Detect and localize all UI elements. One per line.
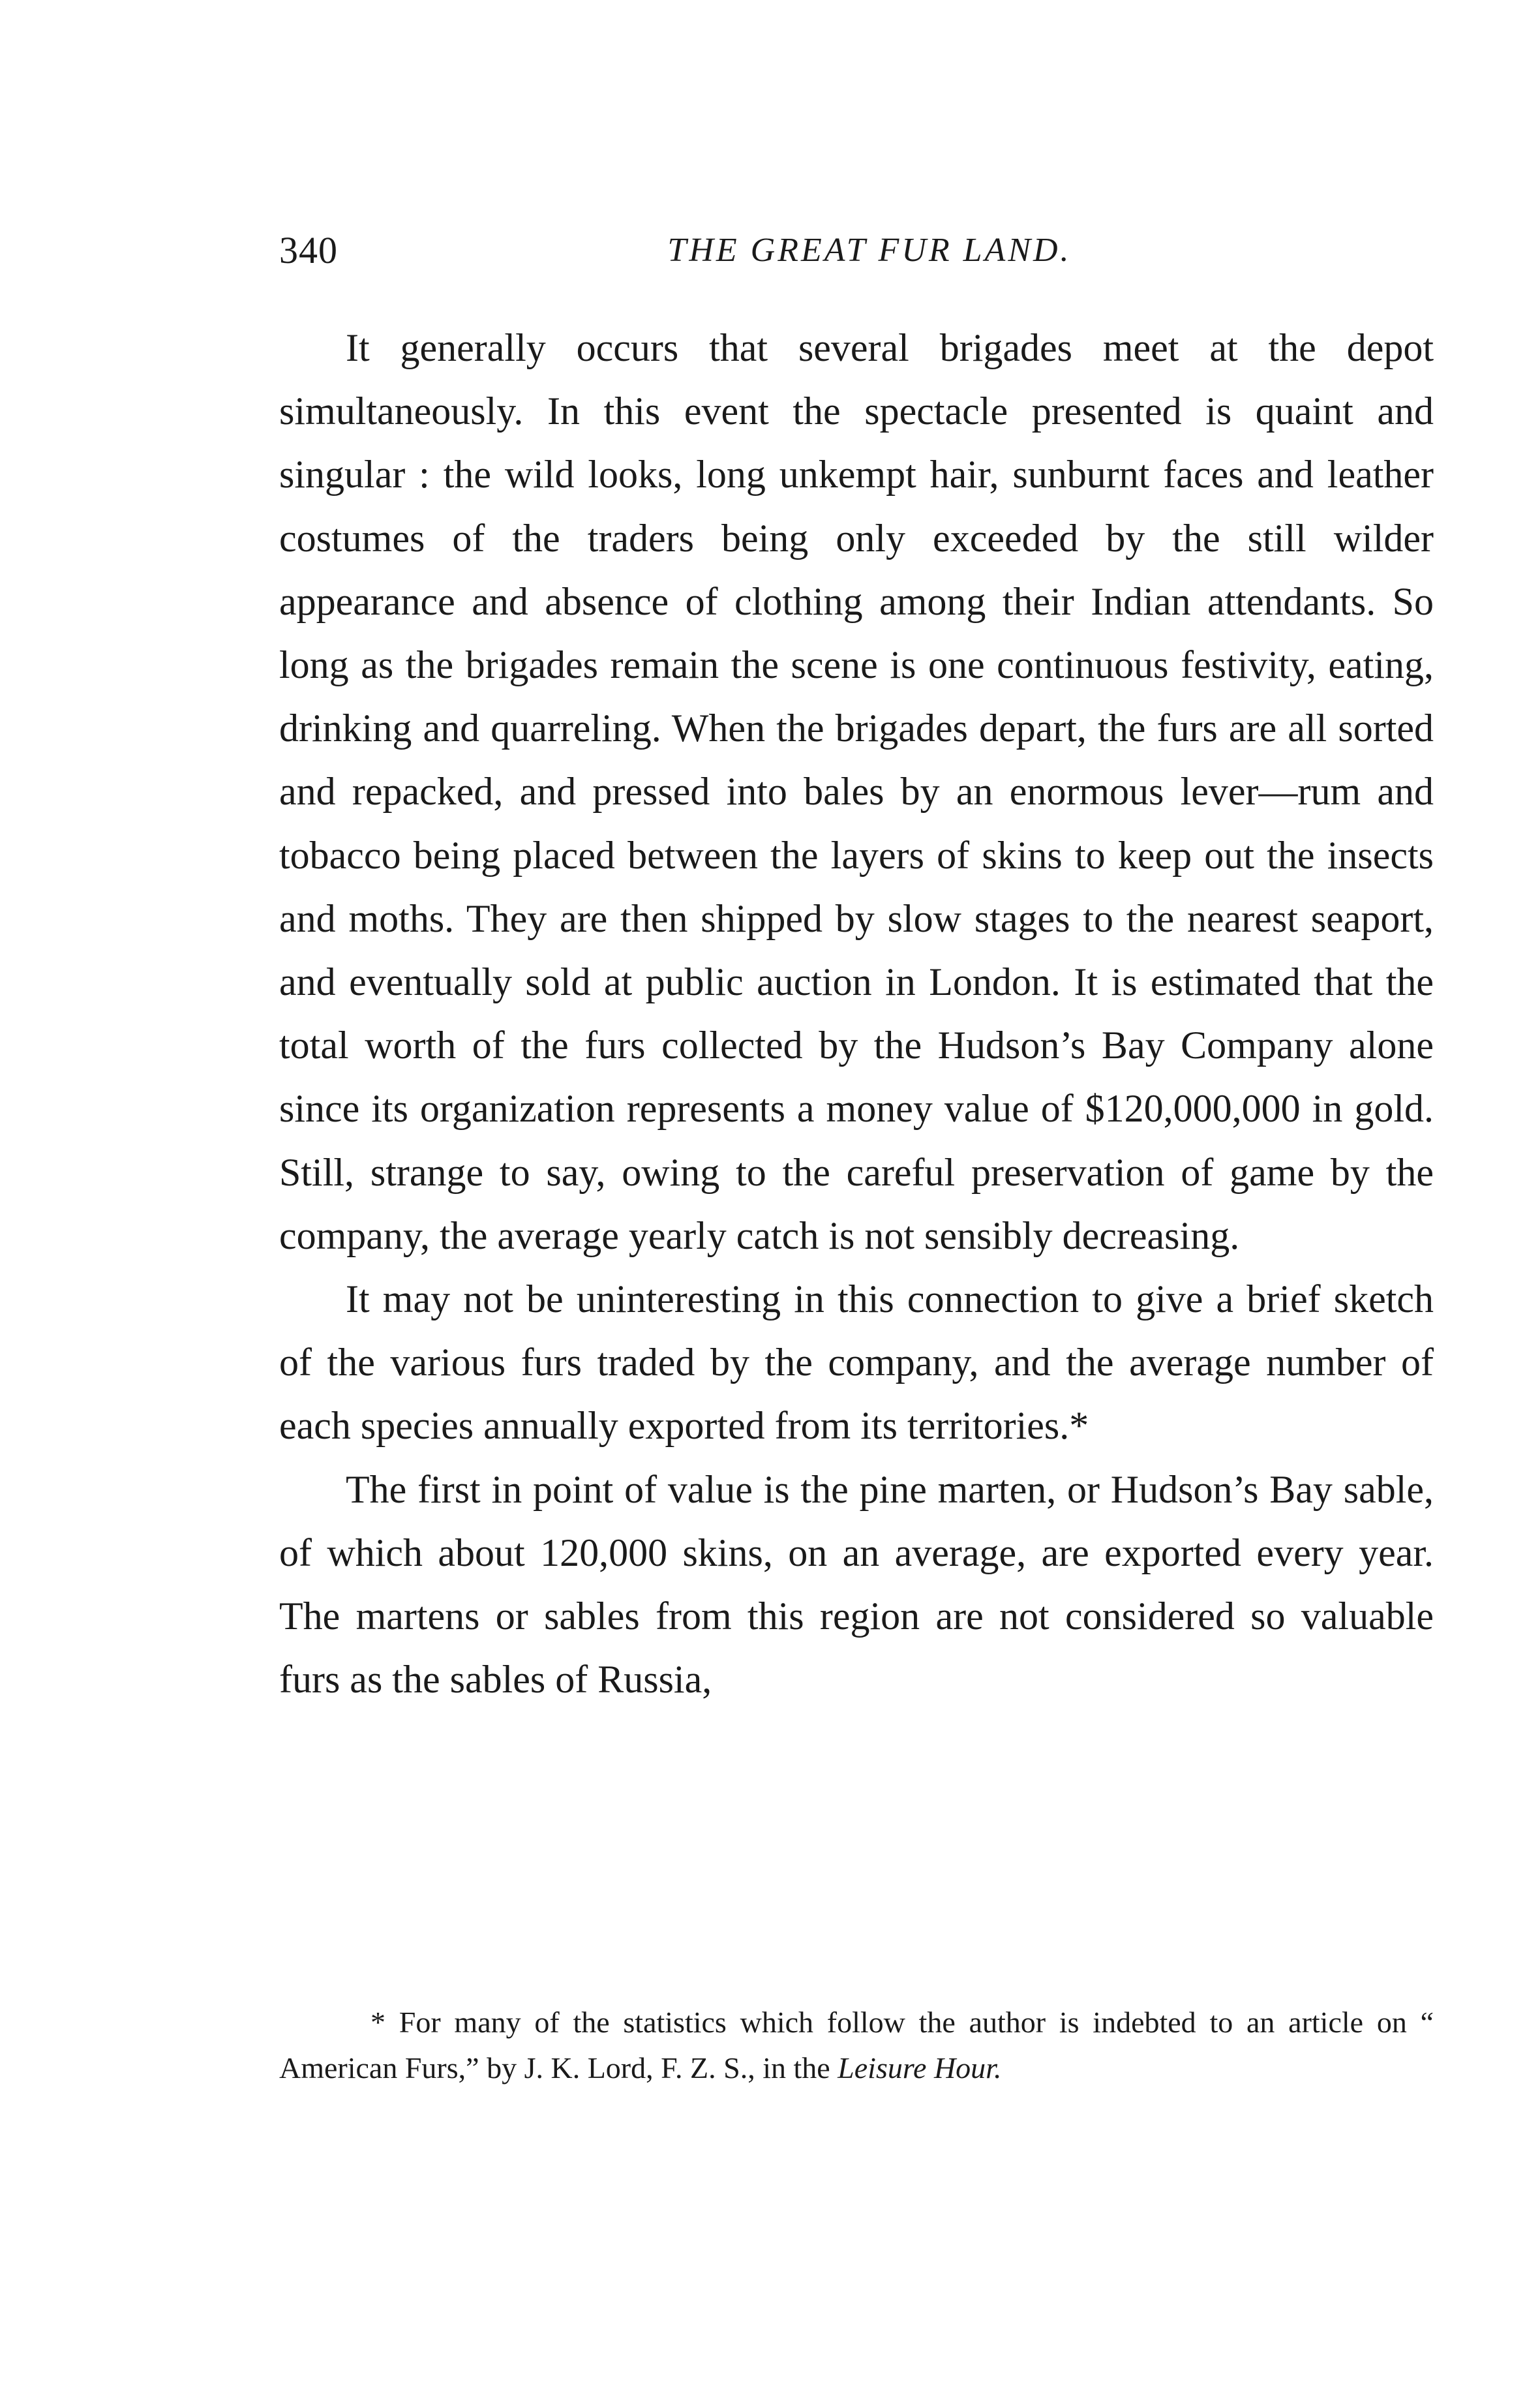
paragraph-brigades: It generally occurs that several brigades meet at the depot simultaneously. In this event the spectacle presented is quaint and singular : the wild looks, long unkempt hair, sunburnt faces and leather costumes of the traders being only exceeded by the still wilder appearance and absence of clothing among their Indian attendants. So long as the brigades remain the scene is one continuous festivity, eating, drinking and quarreling. When the brigades depart, the furs are all sorted and repacked, and pressed into bales by an enormous lever—rum and tobacco being placed between the layers of skins to keep out the insects and moths. They are then shipped by slow stages to the nearest seaport, and eventually sold at public auction in London. It is estimated that the total worth of the furs collected by the Hudson’s Bay Company alone since its organization represents a money value of $120,000,000 in gold. Still, strange to say, owing to the careful preservation of game by the company, the average yearly catch is not sensibly decreasing.: [279, 326, 1434, 1257]
running-head: THE GREAT FUR LAND.: [667, 232, 1072, 269]
body-text: [279, 316, 1434, 1711]
paragraph-pine-marten: The first in point of value is the pine marten, or Hudson’s Bay sable, of which about 120,000 skins, on an average, are exported every year. The martens or sables from this region are not considered so valuable furs as the sables of Russia,: [279, 1467, 1434, 1702]
paragraph-furs-intro: It may not be uninteresting in this connection to give a brief sketch of the various furs traded by the company, and the average number of each species annually exported from its territories.*: [279, 1277, 1434, 1448]
footnote-text: * For many of the statistics which follow the author is indebted to an article on “ American Furs,” by J. K. Lord, F. Z. S., in the: [279, 2006, 1434, 2084]
footnote-paragraph: [279, 2000, 1434, 2091]
page-header: [279, 228, 1434, 281]
footnote: [279, 2000, 1434, 2091]
page-number: 340: [279, 229, 338, 271]
footnote-title-italic: Leisure Hour.: [838, 2051, 1002, 2084]
